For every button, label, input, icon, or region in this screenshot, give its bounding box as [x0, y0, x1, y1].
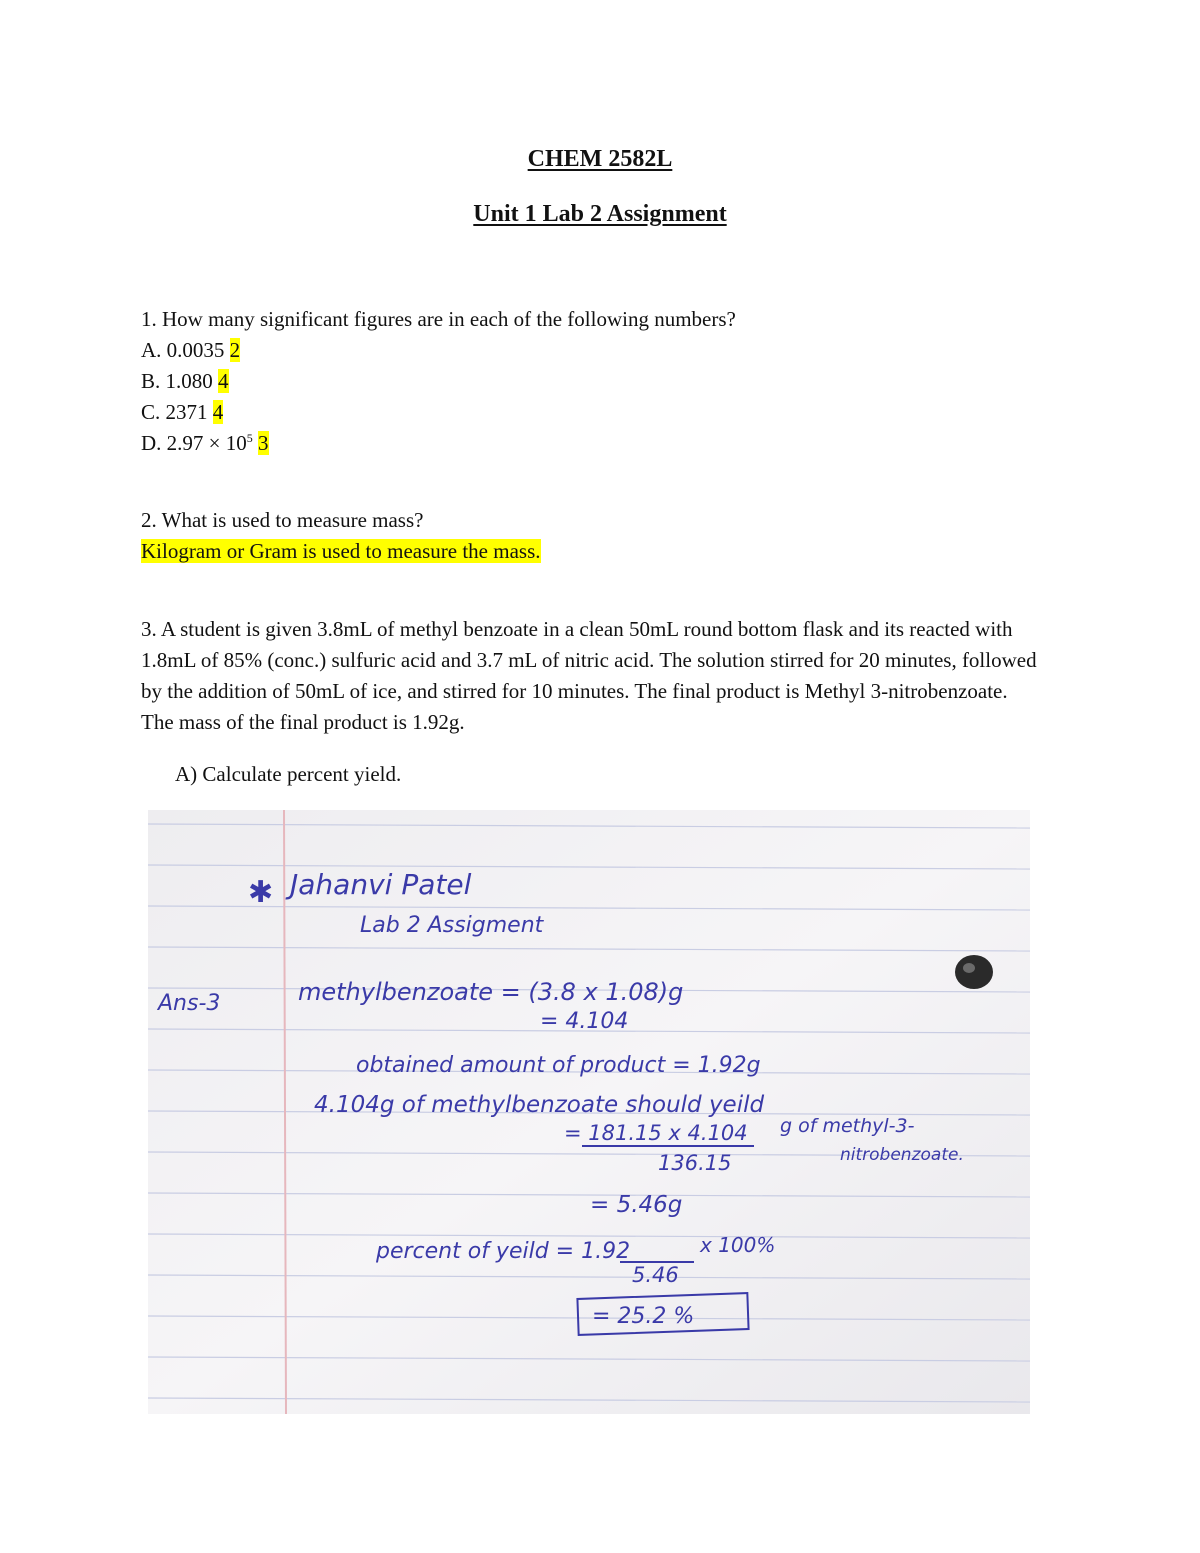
hw-line5b: g of methyl-3- [780, 1115, 915, 1137]
hw-subtitle: Lab 2 Assigment [360, 913, 544, 938]
q2-answer: Kilogram or Gram is used to measure the mass. [141, 539, 541, 563]
handwritten-photo [148, 810, 1030, 1414]
notebook-page [148, 810, 1030, 1414]
q1-item-a [141, 336, 240, 364]
q3-question: 3. A student is given 3.8mL of methyl benzoate in a clean 50mL round bottom flask and its reacted with 1.8mL of 85% (conc.) sulfuric acid and 3.7 mL of nitric acid. The solution stirred for 20 minutes, followed by the addition of 50mL of ice, and stirred for 10 minutes. The final product is Methyl 3-nitrobenzoate. The mass of the final product is 1.92g. [141, 617, 1037, 734]
q1-item-c-label: C. 2371 [141, 400, 208, 424]
hw-line4: 4.104g of methylbenzoate should yeild [314, 1092, 765, 1118]
q1-question: 1. How many significant figures are in each of the following numbers? [141, 307, 736, 331]
q1-item-b [141, 367, 229, 395]
punch-hole [955, 955, 993, 989]
hw-line6b: nitrobenzoate. [840, 1145, 964, 1165]
course-title: CHEM 2582L [527, 146, 673, 172]
q1-item-b-label: B. 1.080 [141, 369, 213, 393]
hw-line2: = 4.104 [540, 1009, 629, 1034]
q2-answer-line [141, 537, 541, 565]
q1-item-d-exponent: 5 [246, 431, 253, 445]
hw-line5a: = 181.15 x 4.104 [564, 1121, 748, 1145]
q1-item-d [141, 429, 269, 457]
punch-hole-highlight [963, 963, 975, 973]
hw-line6a: 136.15 [658, 1151, 732, 1175]
asterisk-mark: ✱ [248, 875, 274, 910]
q1-item-c-answer: 4 [212, 400, 224, 424]
hw-line1: methylbenzoate = (3.8 x 1.08)g [298, 978, 684, 1006]
hw-line3: obtained amount of product = 1.92g [356, 1053, 761, 1078]
q1-item-a-label: A. 0.0035 [141, 338, 225, 362]
q1-item-d-label: D. 2.97 × 10 [141, 431, 247, 455]
q1-item-a-answer: 2 [229, 338, 241, 362]
hw-ans-label: Ans-3 [158, 991, 221, 1016]
q1-item-c [141, 398, 223, 426]
hw-line9: 5.46 [632, 1263, 679, 1287]
assignment-title: Unit 1 Lab 2 Assignment [473, 201, 727, 227]
q2-question: 2. What is used to measure mass? [141, 508, 424, 532]
hw-line7: = 5.46g [590, 1192, 683, 1218]
hw-line8a: percent of yeild = 1.92 [376, 1239, 631, 1264]
hw-line10: = 25.2 % [592, 1304, 695, 1329]
q1-item-d-answer: 3 [258, 431, 269, 455]
q1-item-b-answer: 4 [218, 369, 229, 393]
hw-name: Jahanvi Patel [290, 868, 472, 901]
hw-line8b: x 100% [700, 1233, 776, 1257]
q3-part-a: A) Calculate percent yield. [175, 762, 402, 786]
